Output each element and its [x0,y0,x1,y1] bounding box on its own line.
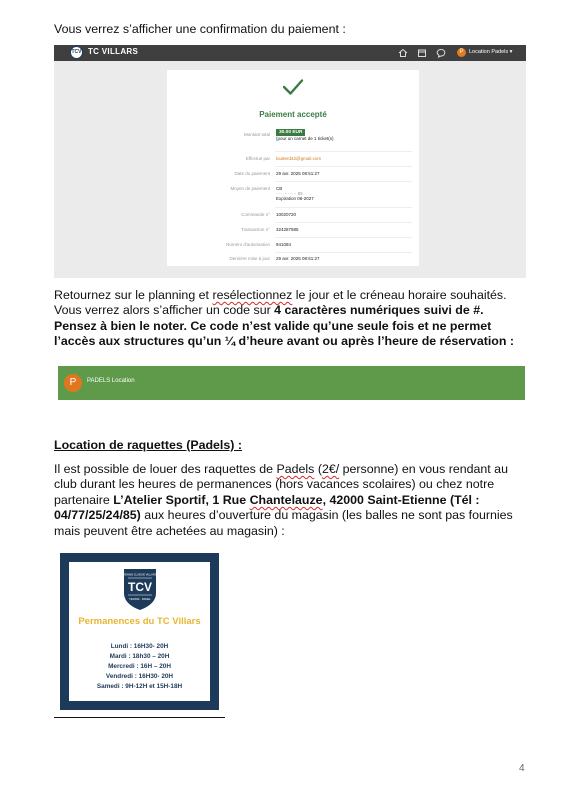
check-icon [281,77,305,97]
row-label: Moyen de paiement [230,186,270,191]
row-value: 29 avr. 2025 08:51:27 [276,256,320,261]
rental-paragraph: Il est possible de louer des raquettes de Padels (2€/ personne) en vous rendant au club durant les heures de permanences (hors vacances scolaires) ou chez notre partenaire L’Atelier Sportif, 1 Rue Chantelauze, 42000 Saint-Etienne (Tél : 04/77/25/24/85) aux heures d’ouverture du magasin (les balles ne sont pas fournies mais peuvent être achetées au magasin) : [54,462,513,538]
amount-badge: 30.00 EUR [276,129,305,136]
schedule-line: Vendredi : 16H30- 20H [105,673,174,680]
app-brand: TC VILLARS [88,47,139,56]
amount-note: (pour un carnet de 1 ticket(s) [276,136,334,141]
schedule-line: Mardi : 18h30 – 20H [109,653,170,660]
row-label: Effectué par [245,156,270,161]
row-label: Montant total [243,132,270,137]
footnote-separator [54,717,225,718]
shield-bottom-text: TENNIS · PADEL [129,597,151,601]
logo-text: TCV [128,580,152,594]
club-shield-logo [122,567,158,611]
permanences-poster [60,553,219,710]
padel-avatar: P [64,374,82,392]
row-value: 10020720 [276,212,297,217]
card-number: ···· ···· ···· 85 [276,191,303,196]
club-logo: TCV [70,46,83,59]
payer-email[interactable]: lou8erd42@gmail.com [276,156,322,161]
payment-status-title: Paiement accepté [259,110,327,119]
row-label: Date du paiement [234,171,270,176]
page-number: 4 [519,763,525,774]
row-value: CB [276,186,283,191]
schedule-line: Lundi : 16H30- 20H [110,643,169,650]
calendar-icon[interactable] [417,48,427,58]
payment-screenshot [54,45,526,278]
chevron-down-icon: ▾ [509,49,513,55]
row-label: Numéro d'autorisation [226,242,270,247]
home-icon[interactable] [398,48,408,58]
user-menu[interactable] [469,49,512,55]
club-small-text: TENNIS CLUB DE VILLARS [123,573,157,577]
code-bar-label: PADELS Location [87,378,135,384]
row-value: 324287985 [276,227,299,232]
intro-text: Vous verrez s’afficher une confirmation du paiement : [54,22,346,36]
row-label: Commande n° [241,212,270,217]
app-navbar [54,45,526,61]
user-avatar[interactable]: P [457,48,466,57]
row-value: 941084 [276,242,292,247]
section-title: Location de raquettes (Padels) : [54,438,242,452]
schedule-line: Samedi : 9H-12H et 15H-18H [96,683,183,690]
instructions-paragraph: Retournez sur le planning et resélectionnez le jour et le créneau horaire souhaités. Vous verrez alors s’afficher un code sur 4 caractères numériques suivi de #. Pensez à bien le noter. Ce code n’est valide qu’une seule fois et ne permet l’accès aux structures qu’un ¼ d’heure avant ou après l’heure de réservation : [54,288,514,349]
card-expiry: Expiration 06-2027 [276,196,314,201]
chat-icon[interactable] [436,48,446,58]
row-value: 29 avr. 2025 08:51:27 [276,171,320,176]
row-label: Transaction n° [241,227,270,232]
poster-title: Permanences du TC Villars [78,616,201,627]
payment-card [167,70,419,266]
code-screenshot [58,366,525,400]
row-label: Dernière mise à jour [229,256,270,261]
user-name: Location Padels [469,49,509,55]
schedule-line: Mercredi : 16H – 20H [108,663,171,670]
